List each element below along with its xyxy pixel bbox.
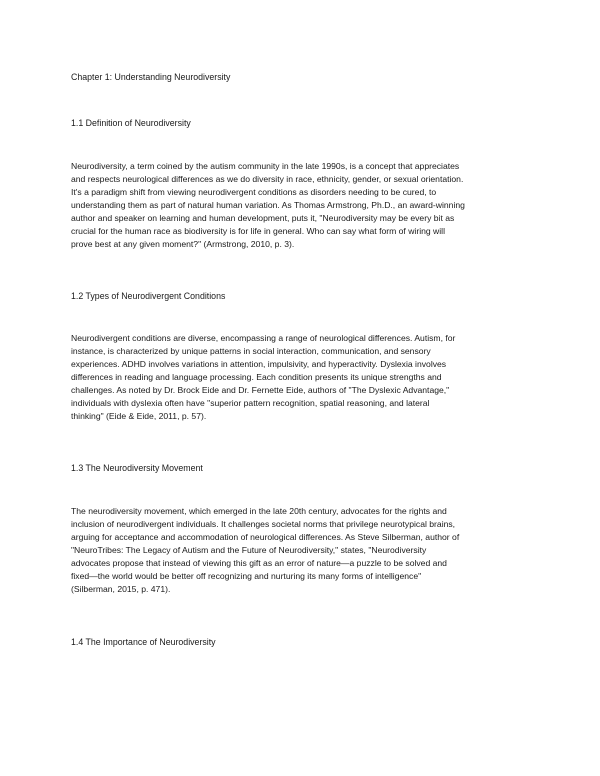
paragraph-line: understanding them as part of natural human variation. As Thomas Armstrong, Ph.D., an award-winning	[71, 200, 465, 210]
paragraph-line: fixed—the world would be better off recognizing and nurturing its many forms of intelligence"	[71, 571, 422, 581]
paragraph-line: crucial for the human race as biodiversity is for life in general. Who can say what form of wiring will	[71, 226, 445, 236]
paragraph-line: advocates propose that instead of viewing this gift as an error of nature—a puzzle to be solved and	[71, 558, 447, 568]
chapter-title: Chapter 1: Understanding Neurodiversity	[71, 72, 231, 82]
section-heading-1-2: 1.2 Types of Neurodivergent Conditions	[71, 291, 226, 301]
section-heading-1-1: 1.1 Definition of Neurodiversity	[71, 118, 191, 128]
paragraph-line: prove best at any given moment?" (Armstrong, 2010, p. 3).	[71, 239, 295, 249]
paragraph-line: inclusion of neurodivergent individuals. It challenges societal norms that privilege neurotypical brains,	[71, 519, 456, 529]
paragraph-line: "NeuroTribes: The Legacy of Autism and the Future of Neurodiversity," states, "Neurodiversity	[71, 545, 427, 555]
section-heading-1-4: 1.4 The Importance of Neurodiversity	[71, 637, 216, 647]
paragraph-line: experiences. ADHD involves variations in attention, impulsivity, and hyperactivity. Dyslexia involves	[71, 359, 447, 369]
paragraph-line: (Silberman, 2015, p. 471).	[71, 584, 171, 594]
paragraph-line: arguing for acceptance and accommodation of neurological differences. As Steve Silberman, author of	[71, 532, 460, 542]
paragraph-line: instance, is characterized by unique patterns in social interaction, communication, and sensory	[71, 346, 431, 356]
paragraph-line: thinking" (Eide & Eide, 2011, p. 57).	[71, 411, 207, 421]
section-heading-1-3: 1.3 The Neurodiversity Movement	[71, 463, 203, 473]
paragraph-line: author and speaker on learning and human development, puts it, "Neurodiversity may be every bit as	[71, 213, 455, 223]
paragraph-line: differences in reading and language processing. Each condition presents its unique strengths and	[71, 372, 442, 382]
paragraph-line: It's a paradigm shift from viewing neurodivergent conditions as disorders needing to be cured, to	[71, 187, 437, 197]
paragraph-line: individuals with dyslexia often have "superior pattern recognition, spatial reasoning, and lateral	[71, 398, 430, 408]
paragraph-line: challenges. As noted by Dr. Brock Eide and Dr. Fernette Eide, authors of "The Dyslexic Advantage,"	[71, 385, 450, 395]
paragraph-line: The neurodiversity movement, which emerged in the late 20th century, advocates for the rights and	[71, 506, 447, 516]
paragraph-line: Neurodiversity, a term coined by the autism community in the late 1990s, is a concept that appreciates	[71, 161, 460, 171]
paragraph-line: and respects neurological differences as we do diversity in race, ethnicity, gender, or sexual orientation.	[71, 174, 464, 184]
paragraph-line: Neurodivergent conditions are diverse, encompassing a range of neurological differences. Autism, for	[71, 333, 456, 343]
